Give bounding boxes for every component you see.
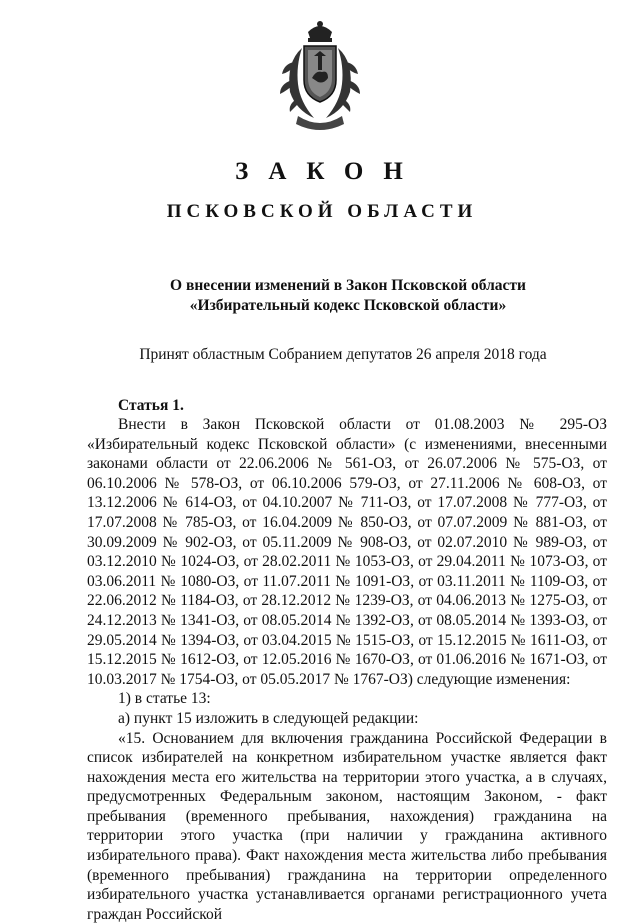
subtitle-line-2: «Избирательный кодекс Псковской области» [56,296,640,316]
region-title: ПСКОВСКОЙ ОБЛАСТИ [0,201,640,223]
adoption-note: Принят областным Собранием депутатов 26 апреля 2018 года [0,346,640,364]
item-1a-paragraph: а) пункт 15 изложить в следующей редакции: [87,709,607,729]
coat-of-arms-emblem [272,18,368,138]
law-subtitle [0,276,640,316]
subtitle-line-1: О внесении изменений в Закон Псковской области [56,276,640,296]
law-title: ЗАКОН [0,158,640,186]
article-intro-paragraph: Внести в Закон Псковской области от 01.08.2003 № 295-ОЗ «Избирательный кодекс Псковской области» (с изменениями, внесенными законами области от 22.06.2006 № 561-ОЗ, от 26.07.2006 № 575-ОЗ, от 06.10.2006 № 578-ОЗ, от 06.10.2006 579-ОЗ, от 27.11.2006 № 608-ОЗ, от 13.12.2006 № 614-ОЗ, от 04.10.2007 № 711-ОЗ, от 17.07.2008 № 777-ОЗ, от 17.07.2008 № 785-ОЗ, от 16.04.2009 № 850-ОЗ, от 07.07.2009 № 881-ОЗ, от 30.09.2009 № 902-ОЗ, от 05.11.2009 № 908-ОЗ, от 02.07.2010 № 989-ОЗ, от 03.12.2010 № 1024-ОЗ, от 28.02.2011 № 1053-ОЗ, от 29.04.2011 № 1073-ОЗ, от 03.06.2011 № 1080-ОЗ, от 11.07.2011 № 1091-ОЗ, от 03.11.2011 № 1109-ОЗ, от 22.06.2012 № 1184-ОЗ, от 28.12.2012 № 1239-ОЗ, от 04.06.2013 № 1275-ОЗ, от 24.12.2013 № 1341-ОЗ, от 08.05.2014 № 1392-ОЗ, от 08.05.2014 № 1393-ОЗ, от 29.05.2014 № 1394-ОЗ, от 03.04.2015 № 1515-ОЗ, от 15.12.2015 № 1611-ОЗ, от 15.12.2015 № 1612-ОЗ, от 12.05.2016 № 1670-ОЗ, от 01.06.2016 № 1671-ОЗ, от 10.03.2017 № 1754-ОЗ, от 05.05.2017 № 1767-ОЗ) следующие изменения: [87,415,607,689]
article-body [87,415,607,924]
article-heading: Статья 1. [118,397,184,415]
quote-paragraph: «15. Основанием для включения гражданина Российской Федерации в список избирателей на конкретном избирательном участке является факт нахождения места его жительства на территории этого участка, а в случаях, предусмотренных Федеральным законом, настоящим Законом, - факт пребывания (временного пребывания, нахождения) гражданина на территории этого участка (при наличии у гражданина активного избирательного права). Факт нахождения места жительства либо пребывания (временного пребывания) гражданина на территории определенного избирательного участка устанавливается органами регистрационного учета граждан Российской [87,729,607,924]
item-1-paragraph: 1) в статье 13: [87,689,607,709]
